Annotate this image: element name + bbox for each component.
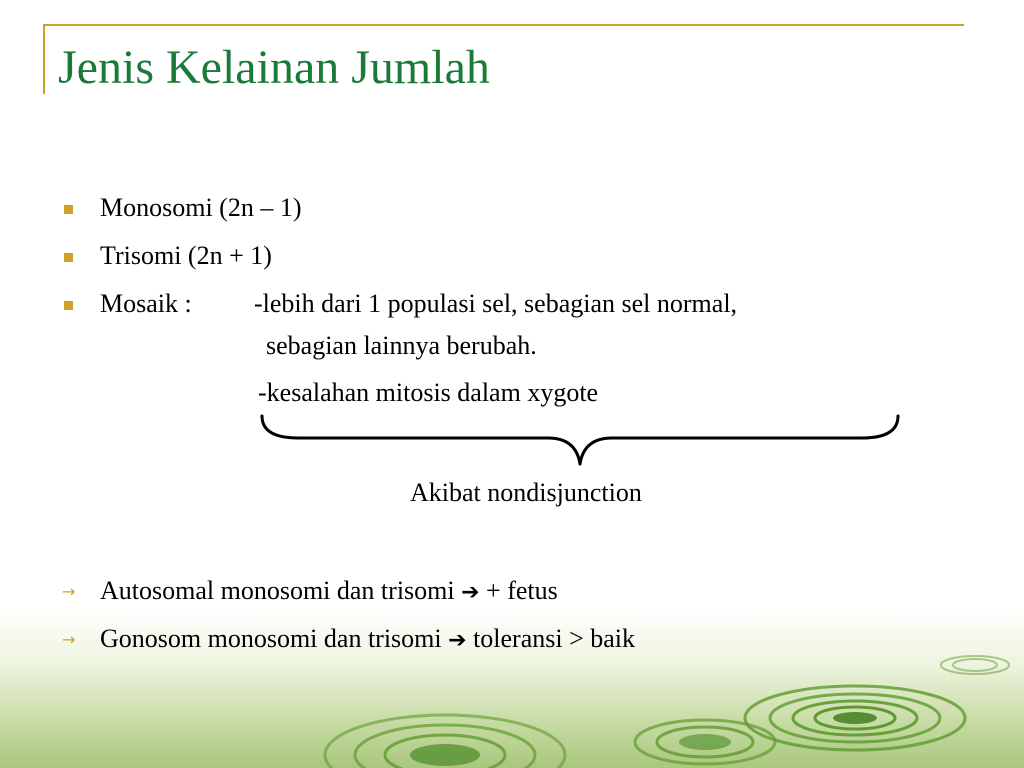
- square-bullet-icon: [64, 301, 73, 310]
- arrow-bullet-icon: →: [62, 582, 76, 601]
- curly-brace-icon: [258, 412, 908, 472]
- right-arrow-icon: ➔: [461, 580, 480, 605]
- mosaik-description-line-1: -lebih dari 1 populasi sel, sebagian sel normal,: [254, 289, 738, 318]
- square-bullet-icon: [64, 205, 73, 214]
- arrow-item-result: toleransi > baik: [473, 624, 636, 653]
- square-bullet-icon: [64, 253, 73, 262]
- arrow-item-text: [100, 576, 558, 606]
- title-frame-left-line: [43, 24, 45, 94]
- arrow-bullet-icon: →: [62, 630, 76, 649]
- arrow-item-result: + fetus: [486, 576, 558, 605]
- title-frame-top-line: [43, 24, 964, 26]
- slide-title: Jenis Kelainan Jumlah: [58, 41, 490, 94]
- bullet-label: Trisomi (2n + 1): [100, 241, 272, 270]
- mosaik-description-line-3: -kesalahan mitosis dalam xygote: [258, 378, 599, 407]
- brace-caption: Akibat nondisjunction: [410, 478, 642, 507]
- bullet-label: Mosaik :: [100, 289, 192, 318]
- mosaik-description-line-2: sebagian lainnya berubah.: [266, 331, 537, 360]
- bullet-label: Monosomi (2n – 1): [100, 193, 302, 222]
- right-arrow-icon: ➔: [448, 628, 467, 653]
- arrow-item-subject: Autosomal monosomi dan trisomi: [100, 576, 455, 605]
- arrow-item-text: [100, 624, 635, 654]
- arrow-item-subject: Gonosom monosomi dan trisomi: [100, 624, 442, 653]
